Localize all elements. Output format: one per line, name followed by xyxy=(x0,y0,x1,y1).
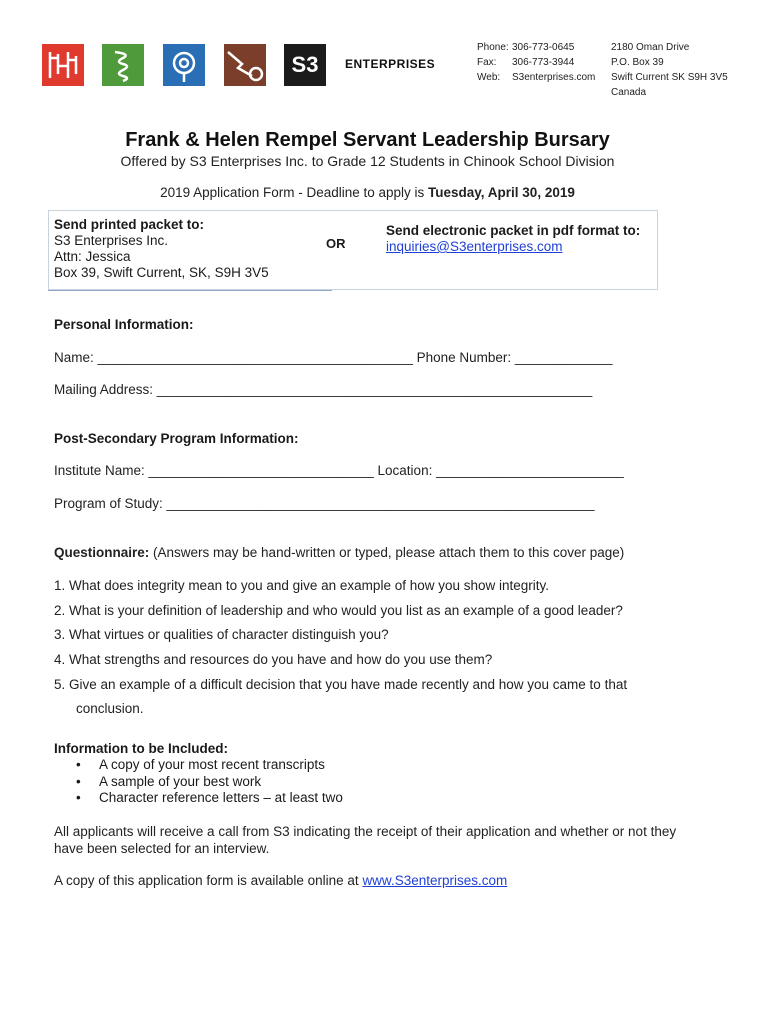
logo-tile-green xyxy=(102,44,144,86)
program-info-heading: Post-Secondary Program Information: xyxy=(54,431,299,446)
gear-icon xyxy=(224,44,266,86)
question-item: 5. Give an example of a difficult decision that you have made recently and how you came to that xyxy=(54,677,628,692)
deadline-text xyxy=(0,185,735,200)
logo-tile-brown xyxy=(224,44,266,86)
call-notice: All applicants will receive a call from S3 indicating the receipt of their application and whether or not they have been selected for an interview. xyxy=(54,824,677,856)
bullet-icon: • xyxy=(76,757,81,772)
personal-info-heading: Personal Information: xyxy=(54,317,194,332)
program-of-study-field: Program of Study: _________________________________________________________ xyxy=(54,496,595,511)
name-phone-field: Name: __________________________________________ Phone Number: _____________ xyxy=(54,350,613,365)
questionnaire-note: (Answers may be hand-written or typed, please attach them to this cover page) xyxy=(149,545,625,560)
mailing-address-field: Mailing Address: __________________________________________________________ xyxy=(54,382,593,397)
list-item-text: A sample of your best work xyxy=(99,773,262,789)
online-notice xyxy=(54,872,694,889)
brand-name: ENTERPRISES xyxy=(345,57,436,71)
email-link[interactable]: inquiries@S3enterprises.com xyxy=(386,239,563,254)
electronic-packet-info xyxy=(386,223,640,255)
institute-location-field: Institute Name: ______________________________ Location: _________________________ xyxy=(54,463,624,478)
spiral-icon xyxy=(163,44,205,86)
or-label: OR xyxy=(326,236,346,251)
question-item: 3. What virtues or qualities of character distinguish you? xyxy=(54,627,389,642)
list-item xyxy=(76,757,343,774)
address-line: Canada xyxy=(611,87,647,98)
printed-heading: Send printed packet to: xyxy=(54,217,205,232)
fax-label: Fax: xyxy=(477,57,497,68)
website-link[interactable]: www.S3enterprises.com xyxy=(362,873,508,888)
phone-label: Phone: xyxy=(477,42,509,53)
logo-tile-blue xyxy=(163,44,205,86)
question-item: 1. What does integrity mean to you and give an example of how you show integrity. xyxy=(54,578,550,593)
logo-text: S3 xyxy=(291,52,319,77)
included-heading: Information to be Included: xyxy=(54,741,228,756)
question-continuation: conclusion. xyxy=(76,701,144,716)
printed-line: Attn: Jessica xyxy=(54,249,131,264)
list-item xyxy=(76,774,343,791)
list-item xyxy=(76,790,343,807)
address-line: Swift Current SK S9H 3V5 xyxy=(611,72,728,83)
phone-value: 306-773-0645 xyxy=(512,42,575,53)
included-list xyxy=(76,757,343,807)
address-line: P.O. Box 39 xyxy=(611,57,664,68)
logo-tile-red xyxy=(42,44,84,86)
deadline-date: Tuesday, April 30, 2019 xyxy=(428,185,575,200)
web-label: Web: xyxy=(477,72,501,83)
logo-tile-s3 xyxy=(284,44,326,86)
spring-icon xyxy=(102,44,144,86)
list-item-text: A copy of your most recent transcripts xyxy=(99,757,325,772)
page-subtitle: Offered by S3 Enterprises Inc. to Grade 12 Students in Chinook School Division xyxy=(120,153,615,169)
question-item: 4. What strengths and resources do you have and how do you use them? xyxy=(54,652,493,667)
box-divider xyxy=(48,290,332,291)
online-prefix: A copy of this application form is available online at xyxy=(54,873,363,888)
questionnaire-label: Questionnaire: xyxy=(54,545,150,560)
page-title: Frank & Helen Rempel Servant Leadership Bursary xyxy=(125,129,610,151)
mailing-address xyxy=(611,40,728,100)
printed-packet-info xyxy=(54,217,269,281)
bullet-icon: • xyxy=(76,773,81,789)
bullet-icon: • xyxy=(76,790,81,805)
web-value: S3enterprises.com xyxy=(512,72,596,83)
printed-line: S3 Enterprises Inc. xyxy=(54,233,169,248)
electronic-heading: Send electronic packet in pdf format to: xyxy=(386,223,641,238)
questionnaire-heading xyxy=(54,545,624,560)
question-item: 2. What is your definition of leadership and who would you list as an example of a good leader? xyxy=(54,603,623,618)
contact-info xyxy=(477,40,595,85)
deadline-prefix: 2019 Application Form - Deadline to apply is xyxy=(160,185,429,200)
list-item-text: Character reference letters – at least two xyxy=(99,790,343,805)
address-line: 2180 Oman Drive xyxy=(611,42,690,53)
printed-line: Box 39, Swift Current, SK, S9H 3V5 xyxy=(54,265,269,280)
circuit-icon xyxy=(42,44,84,86)
fax-value: 306-773-3944 xyxy=(512,57,575,68)
